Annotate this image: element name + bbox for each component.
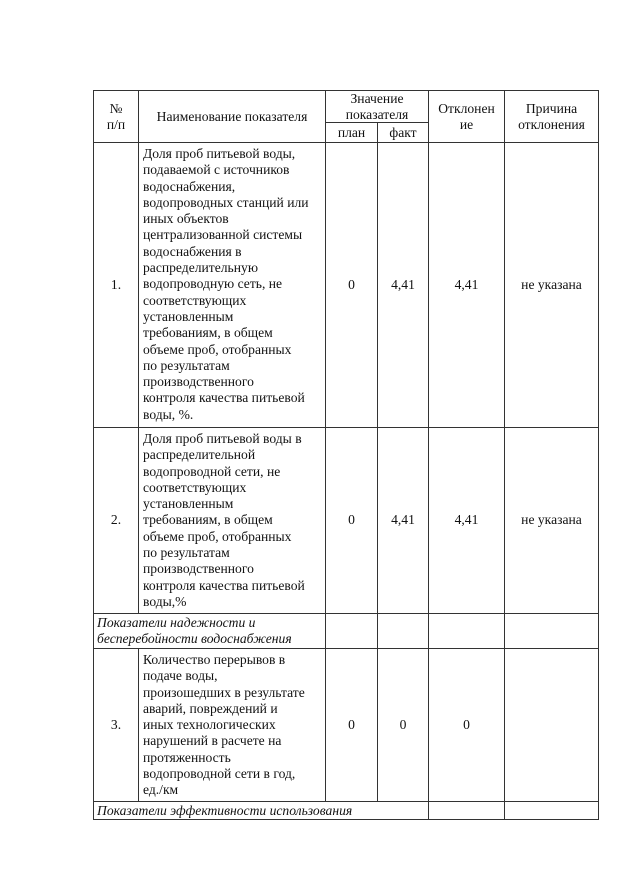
row-fact: 4,41 [378, 143, 429, 428]
header-fact: факт [378, 123, 429, 143]
header-num: № п/п [94, 91, 139, 143]
table-row [94, 649, 599, 802]
row-deviation: 0 [429, 649, 505, 802]
row-deviation: 4,41 [429, 143, 505, 428]
empty-cell [429, 614, 505, 649]
empty-cell [505, 614, 599, 649]
row-name: Количество перерывов в подаче воды, произошедших в результате аварий, повреждений и иных технологических нарушений в расчете на протяженность водопроводной сети в год, ед./км [139, 649, 326, 802]
header-reason: Причина отклонения [505, 91, 599, 143]
empty-cell [378, 614, 429, 649]
empty-cell [326, 614, 378, 649]
table-row [94, 143, 599, 428]
row-plan: 0 [326, 143, 378, 428]
row-reason [505, 649, 599, 802]
indicators-table [93, 90, 599, 820]
table-row [94, 428, 599, 614]
row-reason: не указана [505, 428, 599, 614]
row-name: Доля проб питьевой воды в распределительной водопроводной сети, не соответствующих установленным требованиям, в общем объеме проб, отобранных по результатам производственного контроля качества питьевой воды,% [139, 428, 326, 614]
header-row [94, 91, 599, 123]
section-row [94, 802, 599, 820]
row-fact: 4,41 [378, 428, 429, 614]
row-name: Доля проб питьевой воды, подаваемой с источников водоснабжения, водопроводных станций или иных объектов централизованной системы водоснабжения в распределительную водопроводную сеть, не соответствующих установленным требованиям, в общем объеме проб, отобранных по результатам производственного контроля качества питьевой воды, %. [139, 143, 326, 428]
row-num: 2. [94, 428, 139, 614]
section-efficiency: Показатели эффективности использования [94, 802, 429, 820]
empty-cell [505, 802, 599, 820]
header-deviation: Отклонен ие [429, 91, 505, 143]
section-row [94, 614, 599, 649]
empty-cell [429, 802, 505, 820]
row-plan: 0 [326, 428, 378, 614]
header-value: Значение показателя [326, 91, 429, 123]
row-fact: 0 [378, 649, 429, 802]
row-num: 1. [94, 143, 139, 428]
row-deviation: 4,41 [429, 428, 505, 614]
row-num: 3. [94, 649, 139, 802]
header-name: Наименование показателя [139, 91, 326, 143]
row-plan: 0 [326, 649, 378, 802]
section-reliability: Показатели надежности и бесперебойности водоснабжения [94, 614, 326, 649]
row-reason: не указана [505, 143, 599, 428]
header-plan: план [326, 123, 378, 143]
